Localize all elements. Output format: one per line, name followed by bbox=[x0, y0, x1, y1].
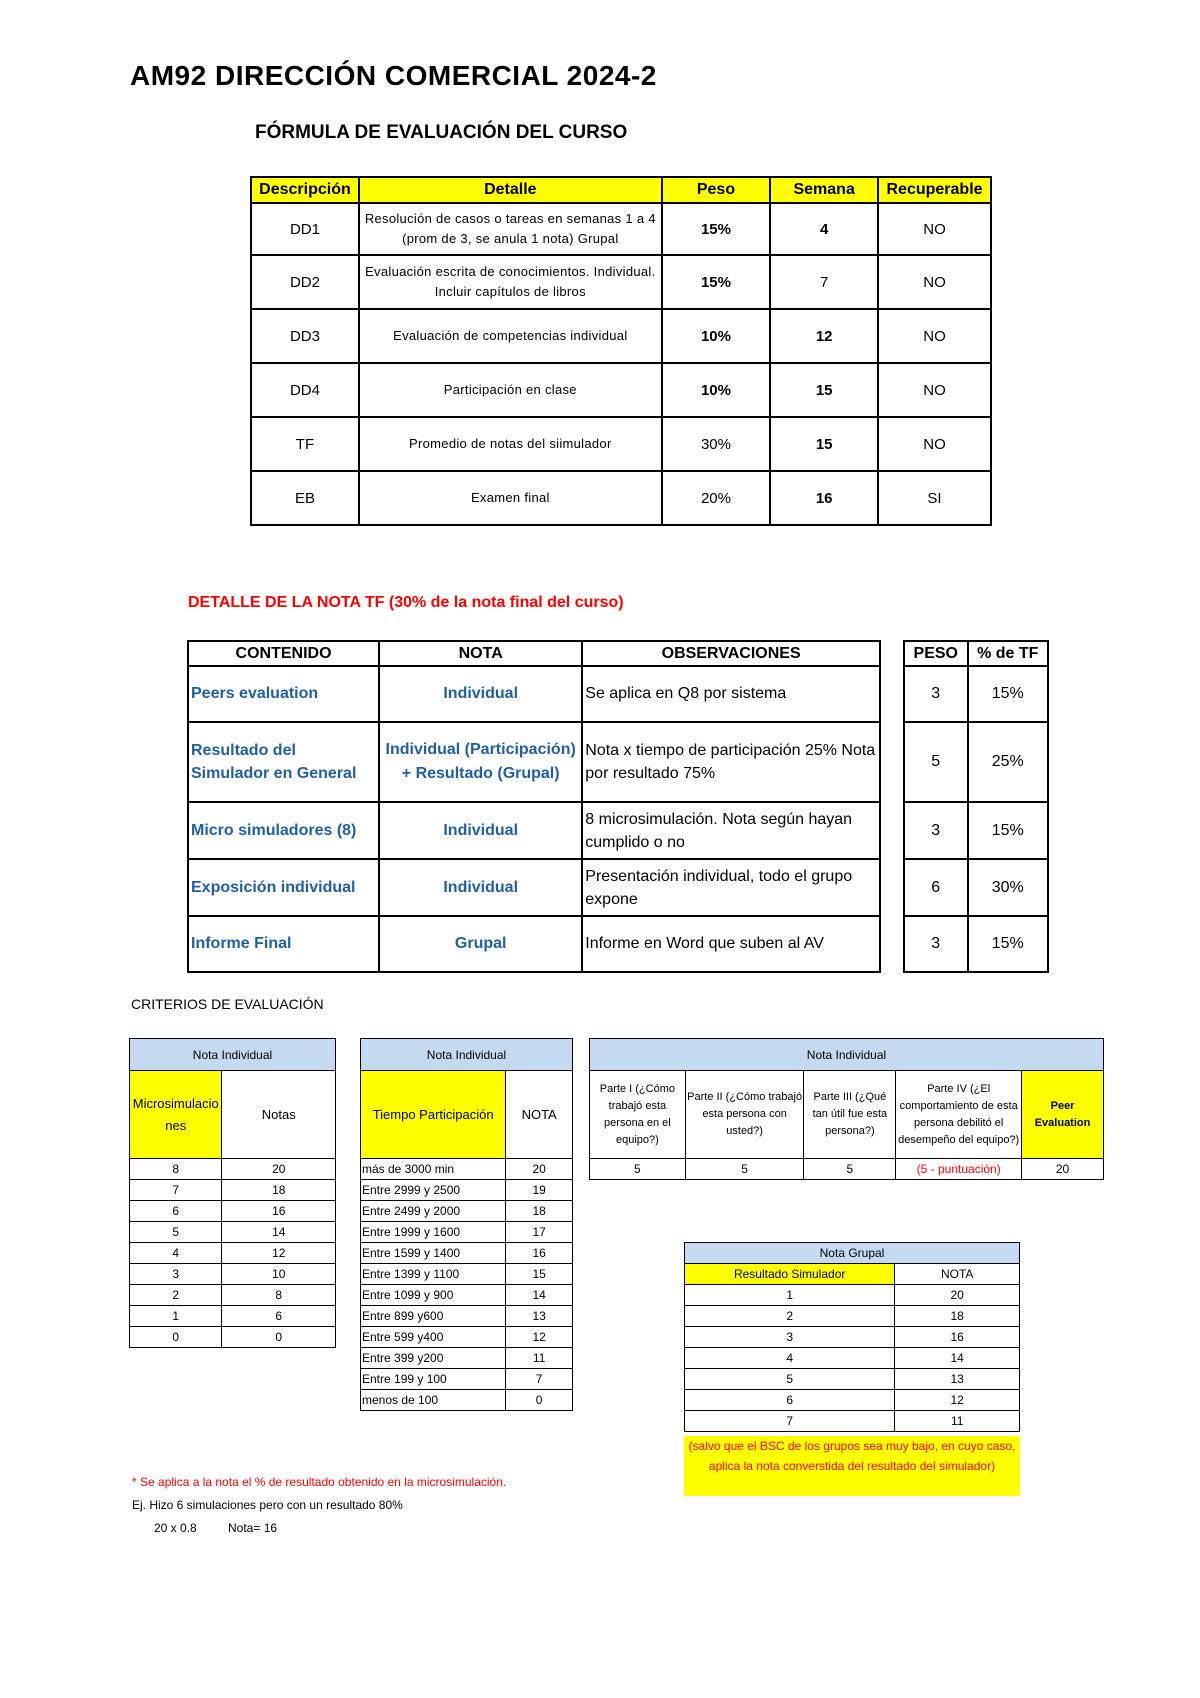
header-parte-3: Parte III (¿Qué tan útil fue esta persona?) bbox=[804, 1071, 896, 1159]
table-row bbox=[130, 1222, 336, 1243]
row-contenido: Peers evaluation bbox=[188, 666, 379, 722]
header-parte-2: Parte II (¿Cómo trabajó esta persona con usted?) bbox=[685, 1071, 804, 1159]
row-contenido: Exposición individual bbox=[188, 859, 379, 916]
table-header-row bbox=[188, 641, 880, 666]
table-row bbox=[685, 1369, 1020, 1390]
cell-key: 5 bbox=[130, 1222, 222, 1243]
tiempo-table bbox=[360, 1038, 573, 1411]
cell-value: 0 bbox=[506, 1390, 573, 1411]
row-desc: EB bbox=[251, 471, 359, 525]
header-peso: Peso bbox=[662, 177, 771, 203]
cell-value: 0 bbox=[222, 1327, 336, 1348]
row-semana: 4 bbox=[770, 203, 878, 255]
table-row bbox=[361, 1222, 573, 1243]
row-observaciones: Presentación individual, todo el grupo expone bbox=[582, 859, 880, 916]
page-title: AM92 DIRECCIÓN COMERCIAL 2024-2 bbox=[130, 60, 657, 91]
footnote-line-3a: 20 x 0.8 bbox=[154, 1521, 197, 1535]
row-desc: DD3 bbox=[251, 309, 359, 363]
table-title-row bbox=[361, 1039, 573, 1071]
header-parte-1: Parte I (¿Cómo trabajó esta persona en el equipo?) bbox=[590, 1071, 686, 1159]
cell-value: 14 bbox=[506, 1285, 573, 1306]
cell-value: 12 bbox=[895, 1390, 1020, 1411]
row-peso: 10% bbox=[662, 363, 771, 417]
row-pct: 15% bbox=[968, 666, 1048, 722]
table-row bbox=[685, 1327, 1020, 1348]
row-recuperable: NO bbox=[878, 203, 991, 255]
row-recuperable: NO bbox=[878, 417, 991, 471]
row-semana: 12 bbox=[770, 309, 878, 363]
value-parte-2: 5 bbox=[685, 1159, 804, 1180]
table-row bbox=[130, 1285, 336, 1306]
table-header-row bbox=[904, 641, 1048, 666]
cell-key: 2 bbox=[685, 1306, 895, 1327]
table-row bbox=[361, 1327, 573, 1348]
row-detail: Resolución de casos o tareas en semanas 1 a 4 (prom de 3, se anula 1 nota) Grupal bbox=[359, 203, 662, 255]
cell-value: 13 bbox=[506, 1306, 573, 1327]
micro-table-title: Nota Individual bbox=[130, 1039, 336, 1071]
cell-value: 16 bbox=[222, 1201, 336, 1222]
table-row bbox=[130, 1327, 336, 1348]
header-nota: NOTA bbox=[506, 1071, 573, 1159]
cell-key: 3 bbox=[130, 1264, 222, 1285]
table-header-row bbox=[130, 1071, 336, 1159]
table-header-row bbox=[685, 1264, 1020, 1285]
table-row bbox=[904, 859, 1048, 916]
row-pct: 15% bbox=[968, 916, 1048, 972]
header-microsimulaciones: Microsimulaciones bbox=[130, 1071, 222, 1159]
cell-key: menos de 100 bbox=[361, 1390, 506, 1411]
row-observaciones: Informe en Word que suben al AV bbox=[582, 916, 880, 972]
row-peso: 3 bbox=[904, 802, 968, 859]
value-parte-4: (5 - puntuación) bbox=[896, 1159, 1022, 1180]
cell-value: 18 bbox=[506, 1201, 573, 1222]
cell-value: 7 bbox=[506, 1369, 573, 1390]
peer-evaluation-table bbox=[589, 1038, 1104, 1180]
tf-detail-table bbox=[187, 640, 881, 973]
table-row bbox=[685, 1285, 1020, 1306]
cell-value: 17 bbox=[506, 1222, 573, 1243]
row-semana: 16 bbox=[770, 471, 878, 525]
cell-key: Entre 2499 y 2000 bbox=[361, 1201, 506, 1222]
row-detail: Promedio de notas del siimulador bbox=[359, 417, 662, 471]
cell-key: 0 bbox=[130, 1327, 222, 1348]
table-row bbox=[188, 916, 880, 972]
table-row bbox=[361, 1348, 573, 1369]
row-peso: 5 bbox=[904, 722, 968, 802]
header-nota: NOTA bbox=[895, 1264, 1020, 1285]
table-row bbox=[361, 1180, 573, 1201]
row-peso: 3 bbox=[904, 666, 968, 722]
cell-key: Entre 1599 y 1400 bbox=[361, 1243, 506, 1264]
header-detalle: Detalle bbox=[359, 177, 662, 203]
header-tiempo-participacion: Tiempo Participación bbox=[361, 1071, 506, 1159]
cell-key: 3 bbox=[685, 1327, 895, 1348]
row-observaciones: Se aplica en Q8 por sistema bbox=[582, 666, 880, 722]
cell-value: 20 bbox=[895, 1285, 1020, 1306]
header-recuperable: Recuperable bbox=[878, 177, 991, 203]
cell-value: 8 bbox=[222, 1285, 336, 1306]
cell-value: 10 bbox=[222, 1264, 336, 1285]
cell-value: 18 bbox=[222, 1180, 336, 1201]
cell-value: 20 bbox=[222, 1159, 336, 1180]
cell-key: 1 bbox=[685, 1285, 895, 1306]
table-row bbox=[685, 1411, 1020, 1432]
cell-value: 12 bbox=[222, 1243, 336, 1264]
micro-table bbox=[129, 1038, 336, 1348]
table-row bbox=[130, 1243, 336, 1264]
row-nota: Grupal bbox=[379, 916, 582, 972]
row-nota: Individual bbox=[379, 859, 582, 916]
row-contenido: Micro simuladores (8) bbox=[188, 802, 379, 859]
peer-table-title: Nota Individual bbox=[590, 1039, 1104, 1071]
row-peso: 6 bbox=[904, 859, 968, 916]
row-peso: 15% bbox=[662, 203, 771, 255]
table-row bbox=[361, 1264, 573, 1285]
header-notas: Notas bbox=[222, 1071, 336, 1159]
row-semana: 15 bbox=[770, 363, 878, 417]
cell-value: 13 bbox=[895, 1369, 1020, 1390]
table-row bbox=[361, 1390, 573, 1411]
row-desc: DD2 bbox=[251, 255, 359, 309]
table-row bbox=[904, 916, 1048, 972]
cell-value: 20 bbox=[506, 1159, 573, 1180]
header-semana: Semana bbox=[770, 177, 878, 203]
value-peer-evaluation: 20 bbox=[1022, 1159, 1104, 1180]
value-parte-1: 5 bbox=[590, 1159, 686, 1180]
table-row bbox=[188, 802, 880, 859]
row-recuperable: NO bbox=[878, 255, 991, 309]
row-pct: 15% bbox=[968, 802, 1048, 859]
header-peer-evaluation: Peer Evaluation bbox=[1022, 1071, 1104, 1159]
row-peso: 10% bbox=[662, 309, 771, 363]
cell-value: 11 bbox=[506, 1348, 573, 1369]
table-header-row bbox=[251, 177, 991, 203]
row-desc: DD1 bbox=[251, 203, 359, 255]
cell-key: Entre 1399 y 1100 bbox=[361, 1264, 506, 1285]
table-row bbox=[188, 859, 880, 916]
row-detail: Participación en clase bbox=[359, 363, 662, 417]
table-row bbox=[361, 1285, 573, 1306]
cell-key: 7 bbox=[685, 1411, 895, 1432]
row-nota: Individual bbox=[379, 802, 582, 859]
cell-value: 12 bbox=[506, 1327, 573, 1348]
row-desc: TF bbox=[251, 417, 359, 471]
cell-value: 19 bbox=[506, 1180, 573, 1201]
row-peso: 20% bbox=[662, 471, 771, 525]
cell-value: 16 bbox=[506, 1243, 573, 1264]
row-semana: 15 bbox=[770, 417, 878, 471]
header-resultado-simulador: Resultado Simulador bbox=[685, 1264, 895, 1285]
table-row bbox=[361, 1201, 573, 1222]
cell-key: 8 bbox=[130, 1159, 222, 1180]
cell-key: 4 bbox=[685, 1348, 895, 1369]
table-row bbox=[251, 363, 991, 417]
cell-key: 4 bbox=[130, 1243, 222, 1264]
header-observaciones: OBSERVACIONES bbox=[582, 641, 880, 666]
peso-table bbox=[903, 640, 1049, 973]
row-detail: Evaluación de competencias individual bbox=[359, 309, 662, 363]
table-row bbox=[685, 1390, 1020, 1411]
tf-detail-title: DETALLE DE LA NOTA TF (30% de la nota final del curso) bbox=[188, 594, 624, 611]
evaluation-formula-table bbox=[250, 176, 992, 526]
cell-value: 15 bbox=[506, 1264, 573, 1285]
cell-key: Entre 399 y200 bbox=[361, 1348, 506, 1369]
table-row bbox=[188, 722, 880, 802]
row-pct: 30% bbox=[968, 859, 1048, 916]
cell-value: 6 bbox=[222, 1306, 336, 1327]
table-row bbox=[130, 1201, 336, 1222]
header-parte-4: Parte IV (¿El comportamiento de esta persona debilitó el desempeño del equipo?) bbox=[896, 1071, 1022, 1159]
row-nota: Individual (Participación) + Resultado (Grupal) bbox=[379, 722, 582, 802]
table-row bbox=[685, 1348, 1020, 1369]
table-row bbox=[130, 1306, 336, 1327]
table-row bbox=[188, 666, 880, 722]
row-observaciones: Nota x tiempo de participación 25% Nota por resultado 75% bbox=[582, 722, 880, 802]
tiempo-rows bbox=[361, 1159, 573, 1411]
cell-value: 11 bbox=[895, 1411, 1020, 1432]
table-row bbox=[590, 1159, 1104, 1180]
table-row bbox=[361, 1306, 573, 1327]
cell-key: Entre 899 y600 bbox=[361, 1306, 506, 1327]
table-row bbox=[361, 1159, 573, 1180]
cell-key: 6 bbox=[685, 1390, 895, 1411]
table-row bbox=[904, 722, 1048, 802]
cell-key: 6 bbox=[130, 1201, 222, 1222]
row-recuperable: NO bbox=[878, 363, 991, 417]
footnote-line-3b: Nota= 16 bbox=[228, 1521, 278, 1535]
table-row bbox=[251, 471, 991, 525]
footnote-line-2: Ej. Hizo 6 simulaciones pero con un resultado 80% bbox=[132, 1498, 403, 1512]
cell-value: 18 bbox=[895, 1306, 1020, 1327]
grupal-table-title: Nota Grupal bbox=[685, 1243, 1020, 1264]
header-pct-tf: % de TF bbox=[968, 641, 1048, 666]
row-recuperable: SI bbox=[878, 471, 991, 525]
table-row bbox=[361, 1243, 573, 1264]
row-desc: DD4 bbox=[251, 363, 359, 417]
formula-title: FÓRMULA DE EVALUACIÓN DEL CURSO bbox=[255, 122, 628, 143]
cell-key: 7 bbox=[130, 1180, 222, 1201]
nota-grupal-table bbox=[684, 1242, 1020, 1432]
row-detail: Examen final bbox=[359, 471, 662, 525]
cell-key: 5 bbox=[685, 1369, 895, 1390]
table-header-row bbox=[590, 1071, 1104, 1159]
grupal-rows bbox=[685, 1285, 1020, 1432]
micro-rows bbox=[130, 1159, 336, 1348]
row-peso: 3 bbox=[904, 916, 968, 972]
footnote-line-1: * Se aplica a la nota el % de resultado obtenido en la microsimulación. bbox=[132, 1475, 507, 1489]
cell-value: 14 bbox=[895, 1348, 1020, 1369]
cell-key: Entre 199 y 100 bbox=[361, 1369, 506, 1390]
cell-value: 16 bbox=[895, 1327, 1020, 1348]
table-title-row bbox=[130, 1039, 336, 1071]
table-row bbox=[251, 255, 991, 309]
cell-key: Entre 1999 y 1600 bbox=[361, 1222, 506, 1243]
cell-key: Entre 2999 y 2500 bbox=[361, 1180, 506, 1201]
criterios-title: CRITERIOS DE EVALUACIÓN bbox=[131, 996, 324, 1012]
row-contenido: Informe Final bbox=[188, 916, 379, 972]
cell-key: 2 bbox=[130, 1285, 222, 1306]
row-semana: 7 bbox=[770, 255, 878, 309]
row-pct: 25% bbox=[968, 722, 1048, 802]
header-descripcion: Descripción bbox=[251, 177, 359, 203]
row-detail: Evaluación escrita de conocimientos. Individual. Incluir capítulos de libros bbox=[359, 255, 662, 309]
cell-key: más de 3000 min bbox=[361, 1159, 506, 1180]
table-row bbox=[904, 666, 1048, 722]
row-peso: 15% bbox=[662, 255, 771, 309]
table-header-row bbox=[361, 1071, 573, 1159]
row-nota: Individual bbox=[379, 666, 582, 722]
table-row bbox=[130, 1180, 336, 1201]
table-row bbox=[685, 1306, 1020, 1327]
table-row bbox=[251, 203, 991, 255]
row-peso: 30% bbox=[662, 417, 771, 471]
table-title-row bbox=[685, 1243, 1020, 1264]
row-contenido: Resultado del Simulador en General bbox=[188, 722, 379, 802]
tiempo-table-title: Nota Individual bbox=[361, 1039, 573, 1071]
header-nota: NOTA bbox=[379, 641, 582, 666]
table-row bbox=[130, 1159, 336, 1180]
grupal-note: (salvo que el BSC de los grupos sea muy bajo, en cuyo caso, aplica la nota converstida del resultado del simulador) bbox=[684, 1436, 1020, 1496]
row-observaciones: 8 microsimulación. Nota según hayan cumplido o no bbox=[582, 802, 880, 859]
cell-key: Entre 1099 y 900 bbox=[361, 1285, 506, 1306]
table-row bbox=[130, 1264, 336, 1285]
header-contenido: CONTENIDO bbox=[188, 641, 379, 666]
table-title-row bbox=[590, 1039, 1104, 1071]
table-row bbox=[904, 802, 1048, 859]
cell-key: Entre 599 y400 bbox=[361, 1327, 506, 1348]
table-row bbox=[361, 1369, 573, 1390]
table-row bbox=[251, 417, 991, 471]
header-peso: PESO bbox=[904, 641, 968, 666]
table-row bbox=[251, 309, 991, 363]
value-parte-3: 5 bbox=[804, 1159, 896, 1180]
row-recuperable: NO bbox=[878, 309, 991, 363]
cell-value: 14 bbox=[222, 1222, 336, 1243]
cell-key: 1 bbox=[130, 1306, 222, 1327]
